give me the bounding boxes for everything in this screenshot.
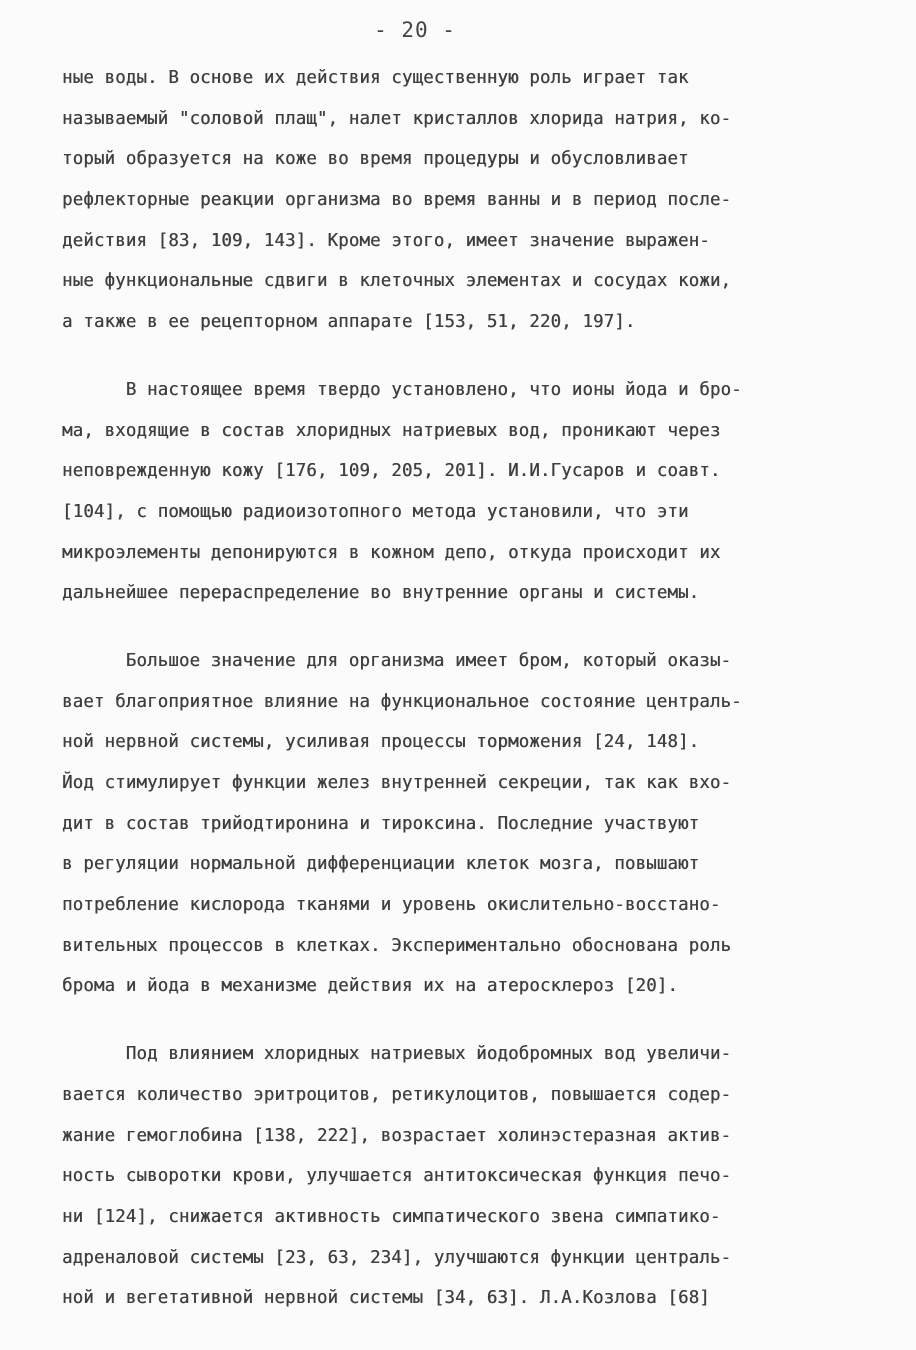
text-line: [104], с помощью радиоизотопного метода установили, что эти [62, 501, 689, 522]
text-line: ма, входящие в состав хлоридных натриевых вод, проникают через [62, 420, 721, 441]
text-line: торый образуется на коже во время процедуры и обусловливает [62, 149, 689, 170]
text-line: ные воды. В основе их действия существенную роль играет так [62, 68, 689, 88]
text-line: ные функциональные сдвиги в клеточных элементах и сосудах кожи, [62, 271, 732, 292]
paragraph-gap [62, 614, 852, 641]
text-line: а также в ее рецепторном аппарате [153, 51, 220, 197]. [62, 312, 636, 333]
text-line: дальнейшее перераспределение во внутренние органы и системы. [62, 583, 700, 604]
body-text [62, 58, 852, 1319]
text-line: вительных процессов в клетках. Экспериментально обоснована роль [62, 935, 732, 956]
text-line: ной и вегетативной нервной системы [34, 63]. Л.А.Козлова [68] [62, 1288, 710, 1309]
text-line: Йод стимулирует функции желез внутренней секреции, так как вхо- [62, 773, 732, 793]
paragraph [62, 1034, 852, 1319]
paragraph [62, 58, 852, 343]
text-line: в регуляции нормальной дифференциации клеток мозга, повышают [62, 854, 700, 875]
text-line: рефлекторные реакции организма во время ванны и в период после- [62, 190, 732, 211]
paragraph-gap [62, 343, 852, 370]
text-line: вается количество эритроцитов, ретикулоцитов, повышается содер- [62, 1084, 732, 1105]
text-line: неповрежденную кожу [176, 109, 205, 201]. И.И.Гусаров и соавт. [62, 461, 721, 482]
text-line: действия [83, 109, 143]. Кроме этого, имеет значение выражен- [62, 230, 710, 251]
paragraph [62, 641, 852, 1007]
text-line: дит в состав трийодтиронина и тироксина. Последние участвуют [62, 813, 700, 834]
text-line: называемый "соловой плащ", налет кристаллов хлорида натрия, ко- [62, 108, 732, 129]
text-line: потребление кислорода тканями и уровень окислительно-восстано- [62, 895, 721, 916]
text-line: Большое значение для организма имеет бром, который оказы- [62, 650, 732, 671]
text-line: ность сыворотки крови, улучшается антитоксическая функция печо- [62, 1166, 732, 1187]
text-line: вает благоприятное влияние на функциональное состояние централь- [62, 691, 742, 712]
text-line: Под влиянием хлоридных натриевых йодобромных вод увеличи- [62, 1044, 732, 1065]
text-line: брома и йода в механизме действия их на атеросклероз [20]. [62, 976, 678, 997]
paragraph-gap [62, 1007, 852, 1034]
page-number: - 20 - [374, 18, 456, 42]
text-line: ни [124], снижается активность симпатического звена симпатико- [62, 1206, 721, 1227]
text-line: адреналовой системы [23, 63, 234], улучшаются функции централь- [62, 1247, 732, 1268]
text-line: микроэлементы депонируются в кожном депо, откуда происходит их [62, 542, 721, 563]
text-line: В настоящее время твердо установлено, что ионы йода и бро- [62, 379, 742, 400]
text-line: жание гемоглобина [138, 222], возрастает холинэстеразная актив- [62, 1125, 732, 1146]
paragraph [62, 370, 852, 614]
text-line: ной нервной системы, усиливая процессы торможения [24, 148]. [62, 732, 700, 753]
